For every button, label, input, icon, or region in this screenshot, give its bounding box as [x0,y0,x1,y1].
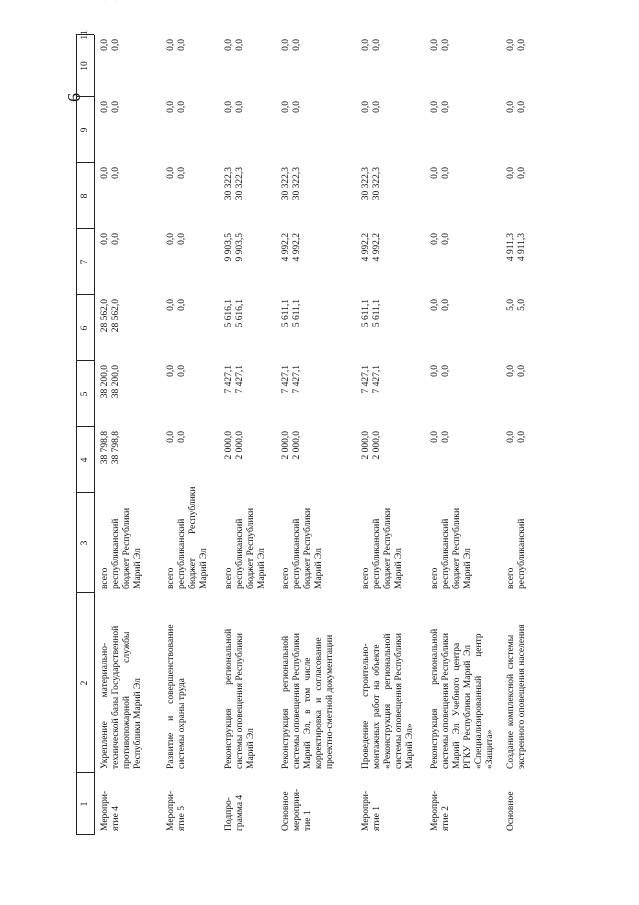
column-rule [76,492,94,493]
value-cell: 0,0 0,0 [506,39,527,51]
row-title: Реконструкция региональной системы оповещения Республики Марий Эл Учебного центра РГКУ Республики Марий Эл «Специализированный центр «Защита» [430,628,495,769]
value-cell: 0,0 0,0 [430,167,451,179]
value-cell: 2 000,0 2 000,0 [361,431,382,460]
value-cell: 0,0 0,0 [100,167,121,179]
row-code: Основное мероприя- тие 1 [281,788,313,831]
value-cell: 4 992,2 4 992,2 [361,233,382,262]
value-cell: 38 200,0 38 200,0 [100,365,121,399]
row-source: всего республиканский бюджет Республики Марий Эл [281,507,324,589]
column-rule [76,592,94,593]
value-cell: 0,0 0,0 [430,101,451,113]
value-cell: 0,0 0,0 [166,365,187,377]
value-cell: 30 322,3 30 322,3 [224,167,245,201]
value-cell: 0,0 0,0 [430,431,451,443]
row-code: Меропри- ятие 1 [361,790,382,831]
value-cell: 30 322,3 30 322,3 [281,167,302,201]
value-cell: 0,0 0,0 [224,39,245,51]
value-cell [100,0,122,33]
row-title: Укрепление материально- технической базы Государственной противопожарной службы Республики Марий Эл [100,625,143,769]
column-header: 8 [80,193,90,199]
value-cell [430,0,452,33]
column-header: 6 [80,325,90,331]
value-cell: 0,0 0,0 [430,233,451,245]
column-header: 9 [80,127,90,133]
value-cell: 7 427,1 7 427,1 [281,365,302,394]
value-cell: 5 616,1 5 616,1 [224,299,245,328]
row-title: Проведение строительно- монтажных работ на объекте «Реконструкция региональной системы оповещения Республики Марий Эл» [361,633,415,769]
value-cell: 0,0 0,0 [281,39,302,51]
row-title: Реконструкция региональной системы оповещения Республики Марий Эл, в том числе корректировка и согласование проектно-сметной документации [281,633,335,769]
value-cell: 0,0 0,0 [281,101,302,113]
value-cell: 0,0 0,0 [430,299,451,311]
column-rule [76,228,94,229]
value-cell: 0,0 0,0 [361,39,382,51]
value-cell: 0,0 0,0 [224,101,245,113]
page-number: 6 [64,93,84,102]
value-cell: 9 903,5 9 903,5 [224,233,245,262]
column-header: 5 [80,391,90,397]
value-cell: 5,0 5,0 [506,299,527,311]
column-rule [76,294,94,295]
value-cell [166,0,188,33]
value-cell: 2 000,0 2 000,0 [281,431,302,460]
row-source: всего республиканский [506,518,527,589]
value-cell: 0,0 0,0 [506,167,527,179]
column-header: 2 [80,680,90,686]
value-cell: 2 000,0 2 000,0 [224,431,245,460]
value-cell: 0,0 0,0 [166,167,187,179]
row-source: всего республиканский бюджет Республики Марий Эл [430,507,473,589]
column-header: 3 [80,540,90,546]
row-source: всего республиканский бюджет Республики Марий Эл [100,507,143,589]
row-source: всего республиканский бюджет Республики Марий Эл [166,486,209,589]
value-cell: 30 322,3 30 322,3 [361,167,382,201]
row-code: Подпро- грамма 4 [224,794,245,831]
value-cell: 0,0 0,0 [166,431,187,443]
row-code: Меропри- ятие 2 [430,790,451,831]
value-cell: 0,0 0,0 [166,101,187,113]
column-rule [76,426,94,427]
value-cell: 0,0 0,0 [430,39,451,51]
column-header: 11 [80,30,90,40]
row-title: Реконструкция региональной системы оповещения Республики Марий Эл [224,628,256,769]
value-cell: 0,0 0,0 [506,101,527,113]
column-rule [76,772,94,773]
column-rule [76,162,94,163]
value-cell: 0,0 0,0 [430,365,451,377]
value-cell: 4 992,2 4 992,2 [281,233,302,262]
column-header: 7 [80,259,90,265]
row-code: Меропри- ятие 5 [166,790,187,831]
value-cell: 5 611,1 5 611,1 [361,299,382,328]
column-header: 1 [80,801,90,807]
row-source: всего республиканский бюджет Республики Марий Эл [224,507,267,589]
value-cell: 7 427,1 7 427,1 [361,365,382,394]
value-cell: 7 427,1 7 427,1 [224,365,245,394]
value-cell: 0,0 0,0 [100,101,121,113]
row-title: Создание комплексной системы экстренного оповещения населения [506,624,527,769]
value-cell: 0,0 0,0 [166,299,187,311]
value-cell: 0,0 0,0 [100,233,121,245]
value-cell: 0,0 0,0 [166,39,187,51]
value-cell: 38 798,8 38 798,8 [100,431,121,465]
column-rule [76,96,94,97]
value-cell: 0,0 0,0 [506,431,527,443]
row-title: Развитие и совершенствование системы охраны труда [166,624,187,769]
column-rule [76,834,94,835]
value-cell [281,0,303,33]
row-code: Меропри- ятие 4 [100,790,121,831]
row-source: всего республиканский бюджет Республики Марий Эл [361,507,404,589]
column-header: 4 [80,457,90,463]
value-cell: 0,0 0,0 [361,101,382,113]
column-header: 10 [80,61,90,71]
column-rule [76,360,94,361]
value-cell [506,0,528,33]
value-cell: 5 611,1 5 611,1 [281,299,302,328]
value-cell: 28 562,0 28 562,0 [100,299,121,333]
value-cell: 0,0 0,0 [100,39,121,51]
value-cell [224,0,246,33]
row-code: Основное [506,791,516,831]
value-cell [361,0,383,33]
value-cell: 0,0 0,0 [506,365,527,377]
table-rule [76,35,77,835]
value-cell: 0,0 0,0 [166,233,187,245]
table-rule [94,35,95,835]
value-cell: 4 911,3 4 911,3 [506,233,527,262]
